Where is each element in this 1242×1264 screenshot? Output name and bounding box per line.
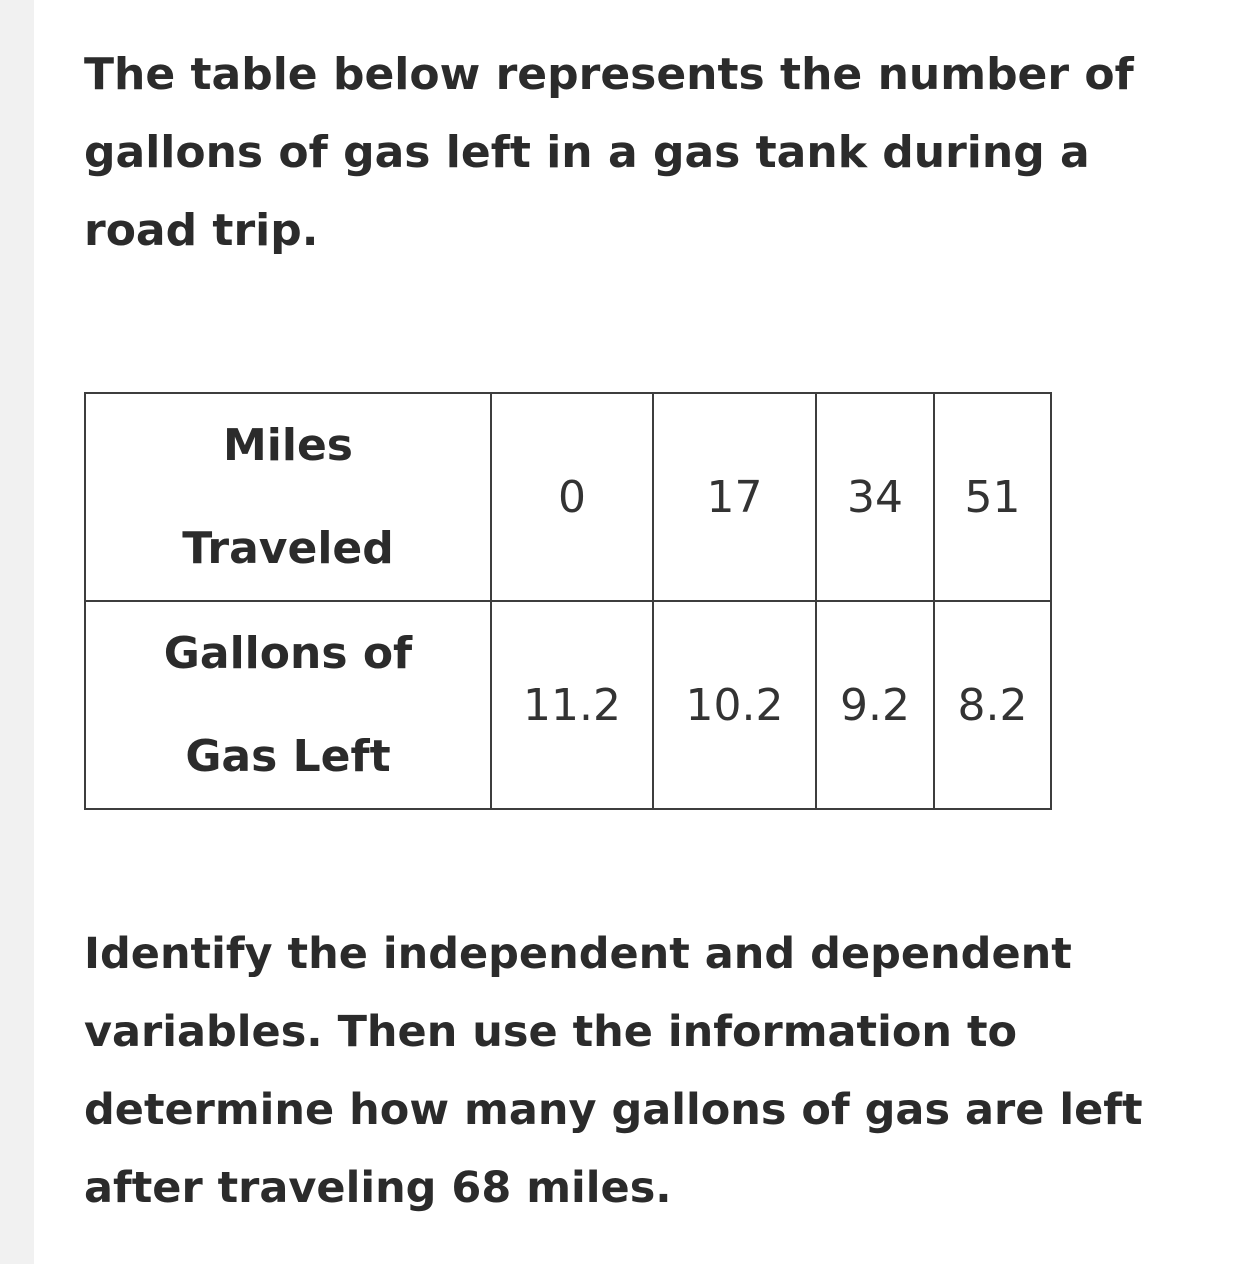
row-header-line: Gallons of (163, 628, 413, 679)
row-header-gallons-left (85, 601, 491, 809)
row-header-line: Traveled (182, 523, 394, 574)
table-row-miles-traveled (85, 393, 1051, 601)
page-left-gutter (0, 0, 34, 1264)
table-row-gallons-left (85, 601, 1051, 809)
table-cell-miles: 51 (934, 393, 1051, 601)
table-cell-miles: 0 (491, 393, 653, 601)
table-cell-miles: 34 (816, 393, 934, 601)
table-cell-gallons: 9.2 (816, 601, 934, 809)
row-header-miles-traveled (85, 393, 491, 601)
table-cell-miles: 17 (653, 393, 816, 601)
row-header-line: Miles (223, 420, 353, 471)
table-cell-gallons: 8.2 (934, 601, 1051, 809)
table-cell-gallons: 10.2 (653, 601, 816, 809)
row-header-line: Gas Left (185, 731, 391, 782)
problem-intro: The table below represents the number of gallons of gas left in a gas tank during a road trip. (84, 49, 1134, 256)
data-table (84, 392, 1052, 810)
table-cell-gallons: 11.2 (491, 601, 653, 809)
problem-question: Identify the independent and dependent variables. Then use the information to determine how many gallons of gas are left after traveling 68 miles. (84, 929, 1143, 1213)
